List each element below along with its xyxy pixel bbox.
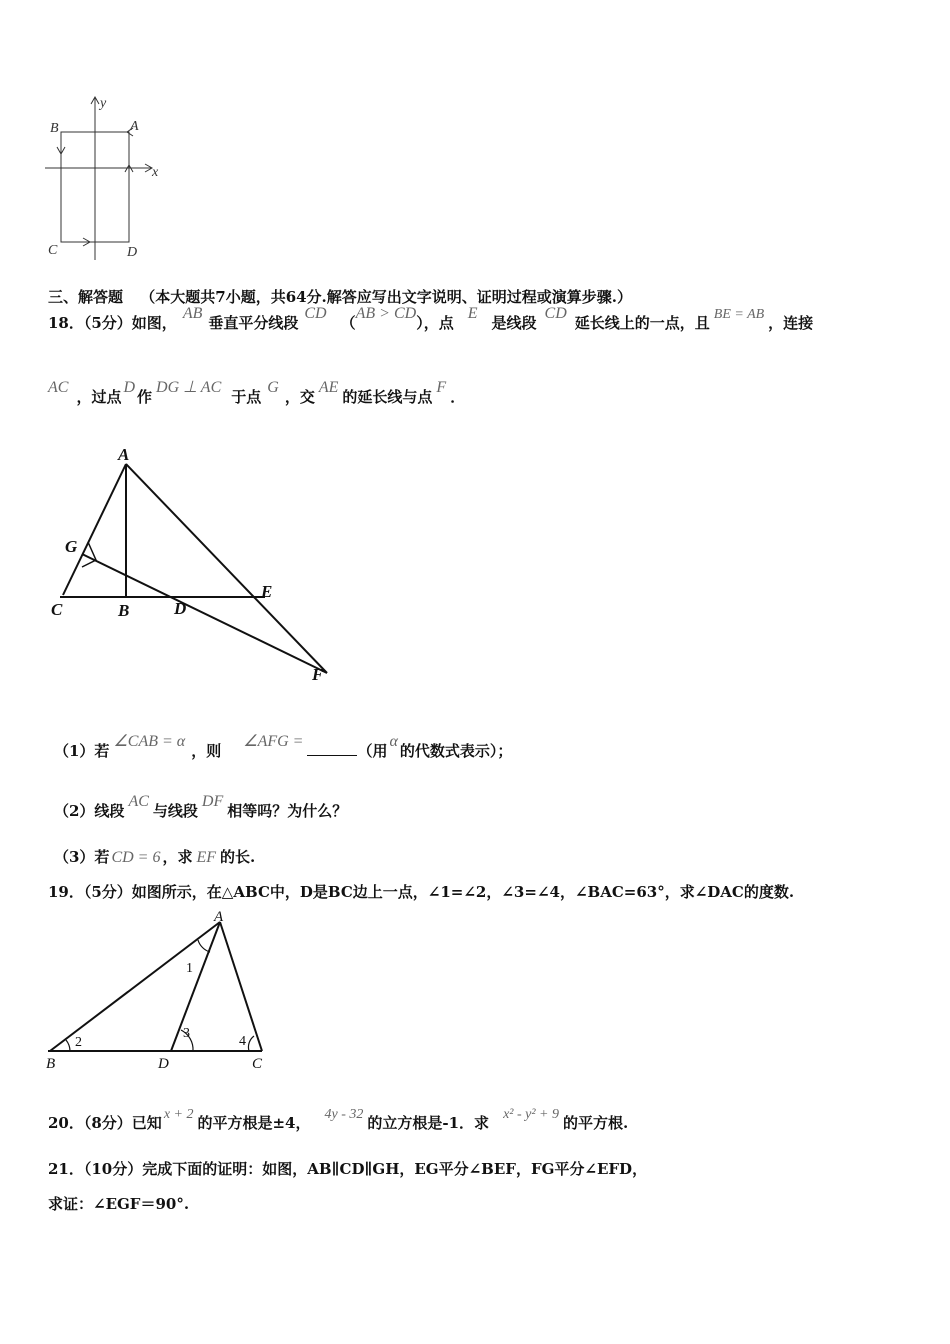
q19-fig-label-C: C <box>252 1056 263 1072</box>
q21-line2: 求证：∠EGF＝90°. <box>48 1195 190 1213</box>
q18-math-cd: CD <box>304 305 327 322</box>
q18-part3 <box>54 846 255 867</box>
q18-p2-mid: 与线段 <box>152 802 198 820</box>
q18-fig-label-G: G <box>65 537 78 556</box>
q18-math-cd2: CD <box>544 305 567 322</box>
section-header <box>48 286 632 307</box>
q18-fig-label-A: A <box>118 445 130 464</box>
q19-figure <box>40 908 280 1078</box>
section-note: （本大题共7小题，共64分.解答应写出文字说明、证明过程或演算步骤.） <box>140 288 633 306</box>
q18-text: 的延长线与点 <box>342 388 433 406</box>
q18-math-dg-perp-ac: DG ⊥ AC <box>156 379 222 396</box>
q20-math1: x + 2 <box>163 1107 194 1122</box>
q18-math-g: G <box>267 379 279 396</box>
q18-fig-label-B: B <box>118 601 130 620</box>
q20-text: 的平方根是±4， <box>197 1114 311 1132</box>
q19-fig-label-B: B <box>46 1056 56 1072</box>
q18-math-ab-gt-cd: AB > CD <box>355 305 417 322</box>
q19-fig-angle-2: 2 <box>75 1035 82 1050</box>
q18-line1 <box>48 305 814 333</box>
q18-p1-suffix-b: 的代数式表示）； <box>399 742 513 760</box>
q18-p1-suffix-a: （用 <box>357 742 388 760</box>
q18-p1-prefix: （1）若 <box>54 742 110 760</box>
point-label-C: C <box>48 243 58 258</box>
q18-text: 于点 <box>231 388 262 406</box>
q19-fig-angle-4: 4 <box>239 1034 246 1049</box>
q20-math2: 4y - 32 <box>324 1107 364 1122</box>
q18-math-ae: AE <box>318 379 339 396</box>
axis-label-x: x <box>152 165 159 180</box>
q18-p2-math2: DF <box>201 793 224 810</box>
q18-math-ab: AB <box>182 305 203 322</box>
q18-p3-math1: CD = 6 <box>111 849 161 866</box>
q18-p2-prefix: （2）线段 <box>54 802 125 820</box>
axes-rectangle-figure <box>40 92 170 262</box>
q18-p1-alpha: α <box>389 733 398 750</box>
q18-p1-answer-blank[interactable] <box>307 755 357 756</box>
q19-fig-label-A: A <box>214 909 224 925</box>
q18-p1-math1: ∠CAB = α <box>113 733 186 750</box>
point-label-B: B <box>50 121 59 136</box>
q20-number: 20．（8分）已知 <box>48 1114 162 1132</box>
q19-fig-angle-3: 3 <box>183 1026 190 1041</box>
axis-label-y: y <box>100 96 107 111</box>
q18-text: 作 <box>137 388 153 406</box>
q19-fig-angle-1: 1 <box>186 961 193 976</box>
q18-fig-label-C: C <box>51 600 63 619</box>
point-label-D: D <box>127 245 138 260</box>
q18-math-d: D <box>123 379 136 396</box>
q18-part1 <box>54 733 513 761</box>
q18-fig-label-E: E <box>261 582 273 601</box>
q18-figure <box>40 440 340 690</box>
q20-text: 的平方根. <box>563 1114 629 1132</box>
q18-math-be-eq-ab: BE = AB <box>713 307 765 322</box>
q18-text: ，交 <box>284 388 315 406</box>
q18-p2-suffix: 相等吗？为什么？ <box>227 802 348 820</box>
q18-p2-math1: AC <box>128 793 149 810</box>
q18-text: 延长线上的一点，且 <box>574 314 710 332</box>
q18-p3-prefix: （3）若 <box>54 848 110 866</box>
q18-p1-mid: ，则 <box>191 742 222 760</box>
q18-math-f: F <box>436 379 447 396</box>
q18-line2 <box>48 379 466 407</box>
section-title: 三、解答题 <box>48 288 124 306</box>
q21-line1: 21．（10分）完成下面的证明：如图，AB∥CD∥GH，EG平分∠BEF，FG平分∠EFD， <box>48 1160 648 1178</box>
q18-p3-math2: EF <box>196 849 217 866</box>
q20-line <box>48 1107 629 1133</box>
q18-p1-math2: ∠AFG = <box>243 733 304 750</box>
q18-text: 垂直平分线段 <box>208 314 299 332</box>
q18-part2 <box>54 793 348 821</box>
q18-text: 是线段 <box>491 314 537 332</box>
q19-text: 19．（5分）如图所示，在△ABC中，D是BC边上一点，∠1=∠2，∠3=∠4，∠BAC=63°，求∠DAC的度数. <box>48 883 795 901</box>
point-label-A: A <box>130 119 139 134</box>
q18-p3-mid: ，求 <box>162 848 193 866</box>
q18-text: ），点 <box>416 314 454 332</box>
q20-math3: x² - y² + 9 <box>503 1107 559 1122</box>
q19-fig-label-D: D <box>158 1056 169 1072</box>
q20-text: 的立方根是-1．求 <box>367 1114 490 1132</box>
q18-math-e: E <box>467 305 478 322</box>
q18-number: 18．（5分）如图， <box>48 314 177 332</box>
q18-math-ac: AC <box>48 379 69 396</box>
q18-fig-label-D: D <box>174 599 187 618</box>
q18-text: （ <box>340 314 356 332</box>
q18-p3-suffix: 的长. <box>220 848 256 866</box>
q18-fig-label-F: F <box>312 665 324 684</box>
q18-text: ． <box>450 388 466 406</box>
q18-text: ，连接 <box>768 314 814 332</box>
q18-text: ，过点 <box>76 388 122 406</box>
